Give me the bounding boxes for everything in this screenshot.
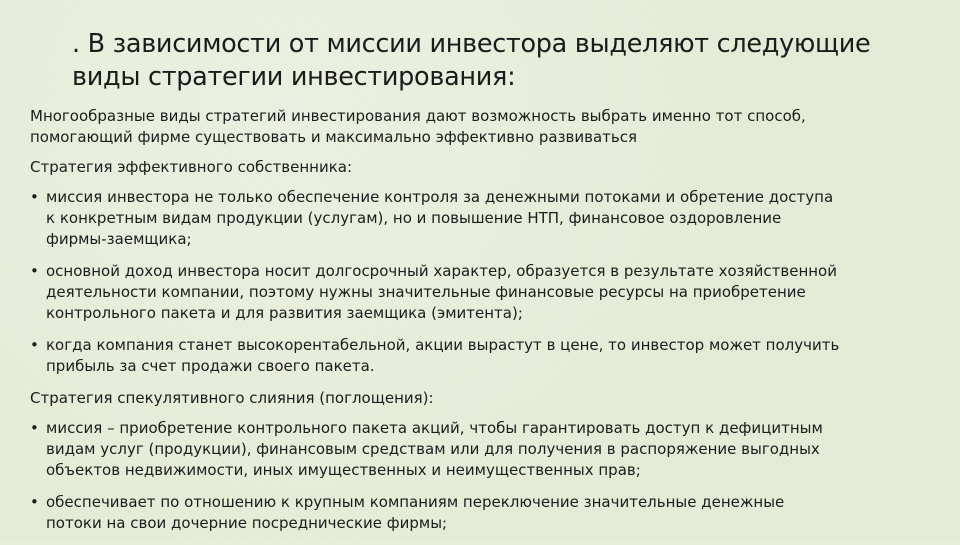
list-item bbox=[30, 492, 930, 534]
bullet-line: контрольного пакета и для развития заемщика (эмитента); bbox=[46, 304, 523, 322]
intro-line-1: Многообразные виды стратегий инвестирования дают возможность выбрать именно тот способ, bbox=[30, 107, 806, 125]
bullet-line: деятельности компании, поэтому нужны значительные финансовые ресурсы на приобретение bbox=[46, 283, 806, 301]
bullet-line: потоки на свои дочерние посреднические фирмы; bbox=[46, 514, 448, 532]
bullet-icon: • bbox=[30, 419, 39, 437]
intro-line-2: помогающий фирме существовать и максимально эффективно развиваться bbox=[30, 128, 638, 146]
list-item bbox=[30, 187, 930, 250]
bullet-line: обеспечивает по отношению к крупным компаниям переключение значительные денежные bbox=[46, 493, 785, 511]
list-item bbox=[30, 335, 930, 377]
section-heading-speculative-merger: Стратегия спекулятивного слияния (поглощения): bbox=[30, 389, 434, 407]
bullet-line: прибыль за счет продажи своего пакета. bbox=[46, 357, 375, 375]
bullet-icon: • bbox=[30, 336, 39, 354]
slide-body bbox=[30, 106, 930, 545]
bullet-icon: • bbox=[30, 262, 39, 280]
title-line-1: . В зависимости от миссии инвестора выделяют следующие bbox=[72, 29, 871, 59]
slide-title bbox=[72, 28, 932, 94]
title-line-2: виды стратегии инвестирования: bbox=[72, 62, 516, 92]
bullet-line: основной доход инвестора носит долгосрочный характер, образуется в результате хозяйственной bbox=[46, 262, 837, 280]
bullet-line: видам услуг (продукции), финансовым средствам или для получения в распоряжение выгодных bbox=[46, 440, 820, 458]
bullet-line: когда компания станет высокорентабельной, акции вырастут в цене, то инвестор может получить bbox=[46, 336, 840, 354]
bullet-line: объектов недвижимости, иных имущественных и неимущественных прав; bbox=[46, 461, 641, 479]
bullet-line: фирмы-заемщика; bbox=[46, 230, 192, 248]
bullet-icon: • bbox=[30, 493, 39, 511]
intro-paragraph bbox=[30, 106, 930, 148]
bullet-line: миссия инвестора не только обеспечение контроля за денежными потоками и обретение доступа bbox=[46, 188, 834, 206]
bullet-line: миссия – приобретение контрольного пакета акций, чтобы гарантировать доступ к дефицитным bbox=[46, 419, 823, 437]
bullet-line: к конкретным видам продукции (услугам), но и повышение НТП, финансовое оздоровление bbox=[46, 209, 782, 227]
bullet-icon: • bbox=[30, 188, 39, 206]
list-item bbox=[30, 261, 930, 324]
list-item bbox=[30, 418, 930, 481]
section-heading-efficient-owner: Стратегия эффективного собственника: bbox=[30, 158, 353, 176]
